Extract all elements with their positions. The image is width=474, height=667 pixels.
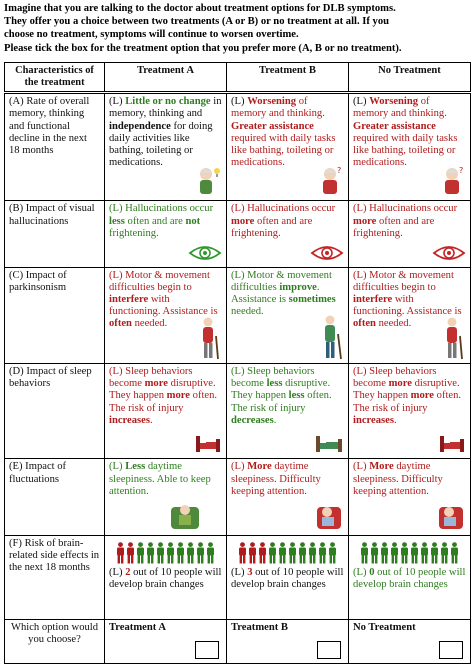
emph-text: Worsening xyxy=(369,96,419,108)
person-unaffected-icon xyxy=(400,542,409,564)
alert-elder-in-chair-icon xyxy=(168,501,202,531)
person-unaffected-icon xyxy=(176,542,185,564)
person-unaffected-icon xyxy=(288,542,297,564)
emph-text: more xyxy=(353,215,377,227)
row-fluctuations-label: (E) Impact of fluctuations xyxy=(5,459,105,535)
body-text: out of 10 people will develop brain changes xyxy=(109,566,222,590)
body-text: of memory and thinking. xyxy=(353,96,447,120)
person-unaffected-icon xyxy=(380,542,389,564)
header-treatment-b: Treatment B xyxy=(227,63,349,93)
header-treatment-a: Treatment A xyxy=(105,63,227,93)
body-text: often and are frightening. xyxy=(353,215,435,239)
checkbox-treatment-b[interactable] xyxy=(317,641,341,659)
body-text: needed. xyxy=(231,306,264,318)
person-unaffected-icon xyxy=(136,542,145,564)
person-unaffected-icon xyxy=(420,542,429,564)
emph-text: less xyxy=(109,215,125,227)
person-unaffected-icon xyxy=(186,542,195,564)
body-text: disruptive. They happen xyxy=(231,378,331,402)
sleepy-elder-in-chair-icon xyxy=(314,501,344,531)
checkbox-no-treatment[interactable] xyxy=(439,641,463,659)
level-prefix: (L) xyxy=(109,566,126,578)
person-unaffected-icon xyxy=(390,542,399,564)
svg-text:?: ? xyxy=(459,166,464,176)
body-text: out of 10 people will develop brain changes xyxy=(231,566,344,590)
person-unaffected-icon xyxy=(370,542,379,564)
restless-bed-icon xyxy=(438,432,466,454)
elder-with-cane-icon xyxy=(198,316,222,360)
body-text: disruptive. They happen xyxy=(353,378,460,402)
emph-text: Less xyxy=(125,461,146,473)
person-unaffected-icon xyxy=(156,542,165,564)
instructions-line-2: They offer you a choice between two treatments (A or B) or no treatment at all. If you xyxy=(4,16,390,28)
body-text: . xyxy=(394,414,397,426)
body-text: (L) Motor & movement difficulties begin to xyxy=(109,269,210,293)
row-parkinsonism-label: (C) Impact of parkinsonism xyxy=(5,267,105,363)
emph-text: More xyxy=(247,461,272,473)
row-side-effects-treatment-a xyxy=(105,535,227,619)
emph-text: decreases xyxy=(231,414,274,426)
body-text: for doing daily activities like bathing, toileting or medications. xyxy=(109,120,213,169)
person-affected-icon xyxy=(238,542,247,564)
body-text: . xyxy=(273,414,277,426)
row-sleep-treatment-b xyxy=(227,363,349,458)
row-hallucinations-no-treatment xyxy=(349,201,471,267)
body-text: required with daily tasks like bathing, toileting or medications. xyxy=(353,132,458,169)
row-hallucinations-treatment-b xyxy=(227,201,349,267)
body-text: often and are frightening. xyxy=(231,215,313,239)
person-unaffected-icon xyxy=(318,542,327,564)
person-unaffected-icon xyxy=(450,542,459,564)
body-text: (L) Hallucinations occur xyxy=(109,203,214,215)
row-sleep-no-treatment xyxy=(349,363,471,458)
emph-text: sometimes xyxy=(288,294,336,306)
emph-text: Worsening xyxy=(247,96,297,108)
row-side-effects-treatment-b xyxy=(227,535,349,619)
emph-text: more xyxy=(231,215,255,227)
elder-walking-icon xyxy=(320,314,344,360)
confused-elder-icon xyxy=(318,166,344,196)
pictogram-ten-people xyxy=(231,542,344,564)
person-unaffected-icon xyxy=(278,542,287,564)
emph-text: increases xyxy=(109,414,150,426)
person-unaffected-icon xyxy=(430,542,439,564)
body-text: (L) xyxy=(109,461,126,473)
person-unaffected-icon xyxy=(440,542,449,564)
person-unaffected-icon xyxy=(298,542,307,564)
row-memory-treatment-b xyxy=(227,93,349,201)
level-prefix: (L) xyxy=(353,96,370,108)
body-text: (L) Sleep behaviors become xyxy=(109,365,193,390)
person-affected-icon xyxy=(116,542,125,564)
sleepy-elder-in-chair-icon xyxy=(436,501,466,531)
body-text: needed. xyxy=(375,318,412,330)
row-fluctuations-no-treatment xyxy=(349,459,471,535)
calm-eye-icon xyxy=(188,243,222,263)
emph-text: More xyxy=(369,461,394,473)
body-text: (L) Hallucinations occur xyxy=(353,203,458,215)
row-fluctuations-treatment-b xyxy=(227,459,349,535)
emph-text: 0 xyxy=(369,566,375,578)
row-parkinsonism-no-treatment xyxy=(349,267,471,363)
header-characteristics: Characteristics of the treatment xyxy=(5,63,105,93)
person-unaffected-icon xyxy=(206,542,215,564)
level-prefix: (L) xyxy=(231,96,248,108)
row-memory-no-treatment xyxy=(349,93,471,201)
person-affected-icon xyxy=(258,542,267,564)
row-fluctuations-treatment-a xyxy=(105,459,227,535)
choice-label-b: Treatment B xyxy=(231,621,288,633)
body-text: (L) Motor & movement difficulties xyxy=(231,269,332,293)
choice-label-none: No Treatment xyxy=(353,621,416,633)
emph-text: often xyxy=(353,318,376,330)
body-text: daytime sleepiness. Difficulty keeping attention. xyxy=(231,461,321,497)
happy-elder-icon xyxy=(196,166,222,196)
body-text: in memory, thinking and xyxy=(109,96,222,120)
body-text: frightening. xyxy=(109,227,159,239)
body-text: (L) xyxy=(231,461,248,473)
pictogram-ten-people xyxy=(353,542,466,564)
emph-text: interfere xyxy=(109,294,149,306)
emph-text: increases xyxy=(353,414,394,426)
body-text: often. The risk of injury xyxy=(231,390,332,414)
person-unaffected-icon xyxy=(146,542,155,564)
emph-text: 2 xyxy=(125,566,131,578)
emph-text: more xyxy=(410,390,434,402)
body-text: daytime sleepiness. Able to keep attention. xyxy=(109,461,211,497)
body-text: with functioning. Assistance is xyxy=(353,294,462,318)
calm-bed-icon xyxy=(314,432,344,454)
row-parkinsonism-treatment-b xyxy=(227,267,349,363)
pictogram-ten-people xyxy=(109,542,222,564)
emph-text: more xyxy=(388,378,412,390)
person-unaffected-icon xyxy=(410,542,419,564)
instructions-line-1: Imagine that you are talking to the doctor about treatment options for DLB symptoms. xyxy=(4,3,396,14)
body-text: disruptive. They happen xyxy=(109,378,216,402)
choice-question: Which option would you choose? xyxy=(10,621,99,646)
emph-text: improve xyxy=(279,281,317,293)
level-prefix: (L) xyxy=(231,566,248,578)
emph-text: less xyxy=(266,378,283,390)
body-text: (L) Sleep behaviors become xyxy=(231,365,315,390)
body-text: (L) Motor & movement difficulties begin to xyxy=(353,269,454,293)
row-parkinsonism-treatment-a xyxy=(105,267,227,363)
row-memory-treatment-a xyxy=(105,93,227,201)
body-text: out of 10 people will develop brain changes xyxy=(353,566,466,590)
elder-with-cane-icon xyxy=(442,316,466,360)
instructions-line-3: choose no treatment, symptoms will continue to worsen overtime. xyxy=(4,29,299,41)
person-unaffected-icon xyxy=(360,542,369,564)
body-text: (L) Hallucinations occur xyxy=(231,203,336,215)
person-unaffected-icon xyxy=(166,542,175,564)
person-unaffected-icon xyxy=(196,542,205,564)
choice-treatment-a[interactable] xyxy=(105,619,227,663)
person-affected-icon xyxy=(248,542,257,564)
emph-text: Little or no change xyxy=(125,96,211,108)
body-text: (L) xyxy=(353,461,370,473)
body-text: needed. xyxy=(131,318,168,330)
emph-text: independence xyxy=(109,120,171,132)
body-text: often. The risk of injury xyxy=(109,390,218,414)
body-text: daytime sleepiness. Difficulty keeping attention. xyxy=(353,461,443,497)
header-no-treatment: No Treatment xyxy=(349,63,471,93)
alarmed-eye-icon xyxy=(310,243,344,263)
emph-text: less xyxy=(288,390,305,402)
row-sleep-label: (D) Impact of sleep behaviors xyxy=(5,363,105,458)
emph-text: Greater assistance xyxy=(231,120,314,132)
instructions-line-4: Please tick the box for the treatment option that you prefer more (A, B or no treatment). xyxy=(4,42,402,54)
choice-question-cell xyxy=(5,619,105,663)
alarmed-eye-icon xyxy=(432,243,466,263)
body-text: (L) Sleep behaviors become xyxy=(353,365,437,390)
person-affected-icon xyxy=(126,542,135,564)
body-text: often and are xyxy=(124,215,186,227)
row-sleep-treatment-a xyxy=(105,363,227,458)
body-text: often. The risk of injury xyxy=(353,390,462,414)
body-text: . Assistance is xyxy=(231,281,320,306)
instructions xyxy=(4,2,470,60)
row-side-effects-no-treatment xyxy=(349,535,471,619)
emph-text: interfere xyxy=(353,294,393,306)
level-prefix: (L) xyxy=(109,96,126,108)
confused-elder-icon xyxy=(440,166,466,196)
choice-label-a: Treatment A xyxy=(109,621,166,633)
choice-table xyxy=(4,62,471,664)
emph-text: not xyxy=(185,215,201,227)
emph-text: often xyxy=(109,318,132,330)
emph-text: more xyxy=(166,390,190,402)
checkbox-treatment-a[interactable] xyxy=(195,641,219,659)
row-hallucinations-treatment-a xyxy=(105,201,227,267)
restless-bed-icon xyxy=(194,432,222,454)
person-unaffected-icon xyxy=(328,542,337,564)
person-unaffected-icon xyxy=(308,542,317,564)
person-unaffected-icon xyxy=(268,542,277,564)
svg-text:?: ? xyxy=(337,166,342,176)
body-text: required with daily tasks like bathing, toileting or medications. xyxy=(231,132,336,169)
body-text: of memory and thinking. xyxy=(231,96,325,120)
emph-text: 3 xyxy=(247,566,253,578)
body-text: with functioning. Assistance is xyxy=(109,294,218,318)
choice-no-treatment[interactable] xyxy=(349,619,471,663)
emph-text: more xyxy=(144,378,168,390)
row-hallucinations-label: (B) Impact of visual hallucinations xyxy=(5,201,105,267)
row-memory-label: (A) Rate of overall memory, thinking and functional decline in the next 18 months xyxy=(5,93,105,201)
level-prefix: (L) xyxy=(353,566,370,578)
body-text: . xyxy=(150,414,153,426)
emph-text: Greater assistance xyxy=(353,120,436,132)
choice-treatment-b[interactable] xyxy=(227,619,349,663)
row-side-effects-label: (F) Risk of brain-related side effects in the next 18 months xyxy=(5,535,105,619)
